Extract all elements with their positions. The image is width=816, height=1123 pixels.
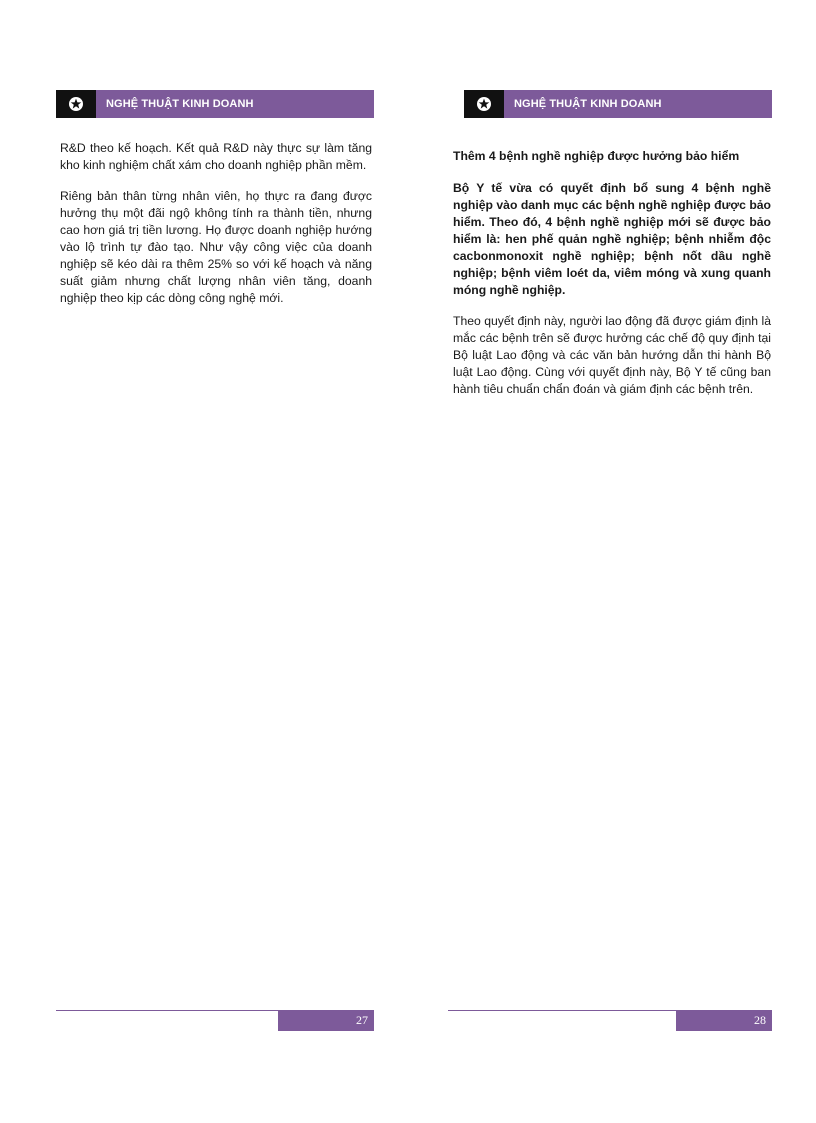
paragraph: R&D theo kế hoạch. Kết quả R&D này thực sự làm tăng kho kinh nghiệm chất xám cho doanh nghiệp phần mềm. <box>60 141 372 172</box>
paragraph: Riêng bản thân từng nhân viên, họ thực ra đang được hưởng thụ một đãi ngộ không tính ra thành tiền, nhưng cao hơn giá trị tiền lương. Họ được doanh nghiệp hướng vào lộ trình tự đào tạo. Như vậy công việc của doanh nghiệp sẽ kéo dài ra thêm 25% so với kế hoạch và năng suất giảm nhưng chất lượng nhân viên tăng, doanh nghiệp theo kịp các dòng công nghệ mới. <box>60 189 372 305</box>
section-header <box>56 90 374 118</box>
page-number: 27 <box>278 1010 374 1031</box>
page-number: 28 <box>676 1010 772 1031</box>
article-body <box>453 140 771 412</box>
lead-paragraph: Bộ Y tế vừa có quyết định bổ sung 4 bệnh nghề nghiệp vào danh mục các bệnh nghề nghiệp được bảo hiểm. Theo đó, 4 bệnh nghề nghiệp mới sẽ được bảo hiểm là: hen phế quản nghề nghiệp; bệnh nhiễm độc cacbonmonoxit nghề nghiệp; bệnh nốt dầu nghề nghiệp; bệnh viêm loét da, viêm móng và xung quanh móng nghề nghiệp. <box>453 181 771 297</box>
section-header <box>464 90 772 118</box>
star-badge-icon <box>68 96 84 112</box>
header-title: NGHỆ THUẬT KINH DOANH <box>106 98 254 110</box>
right-page <box>408 0 816 1123</box>
article-heading: Thêm 4 bệnh nghề nghiệp được hưởng bảo hiểm <box>453 149 740 163</box>
header-title: NGHỆ THUẬT KINH DOANH <box>514 98 662 110</box>
star-badge-icon <box>476 96 492 112</box>
header-badge <box>56 90 96 118</box>
article-body <box>60 140 372 321</box>
header-badge <box>464 90 504 118</box>
paragraph: Theo quyết định này, người lao động đã được giám định là mắc các bệnh trên sẽ được hưởng các chế độ quy định tại Bộ luật Lao động và các văn bản hướng dẫn thi hành Bộ luật Lao động. Cùng với quyết định này, Bộ Y tế cũng ban hành tiêu chuẩn chẩn đoán và giám định các bệnh trên. <box>453 314 771 396</box>
